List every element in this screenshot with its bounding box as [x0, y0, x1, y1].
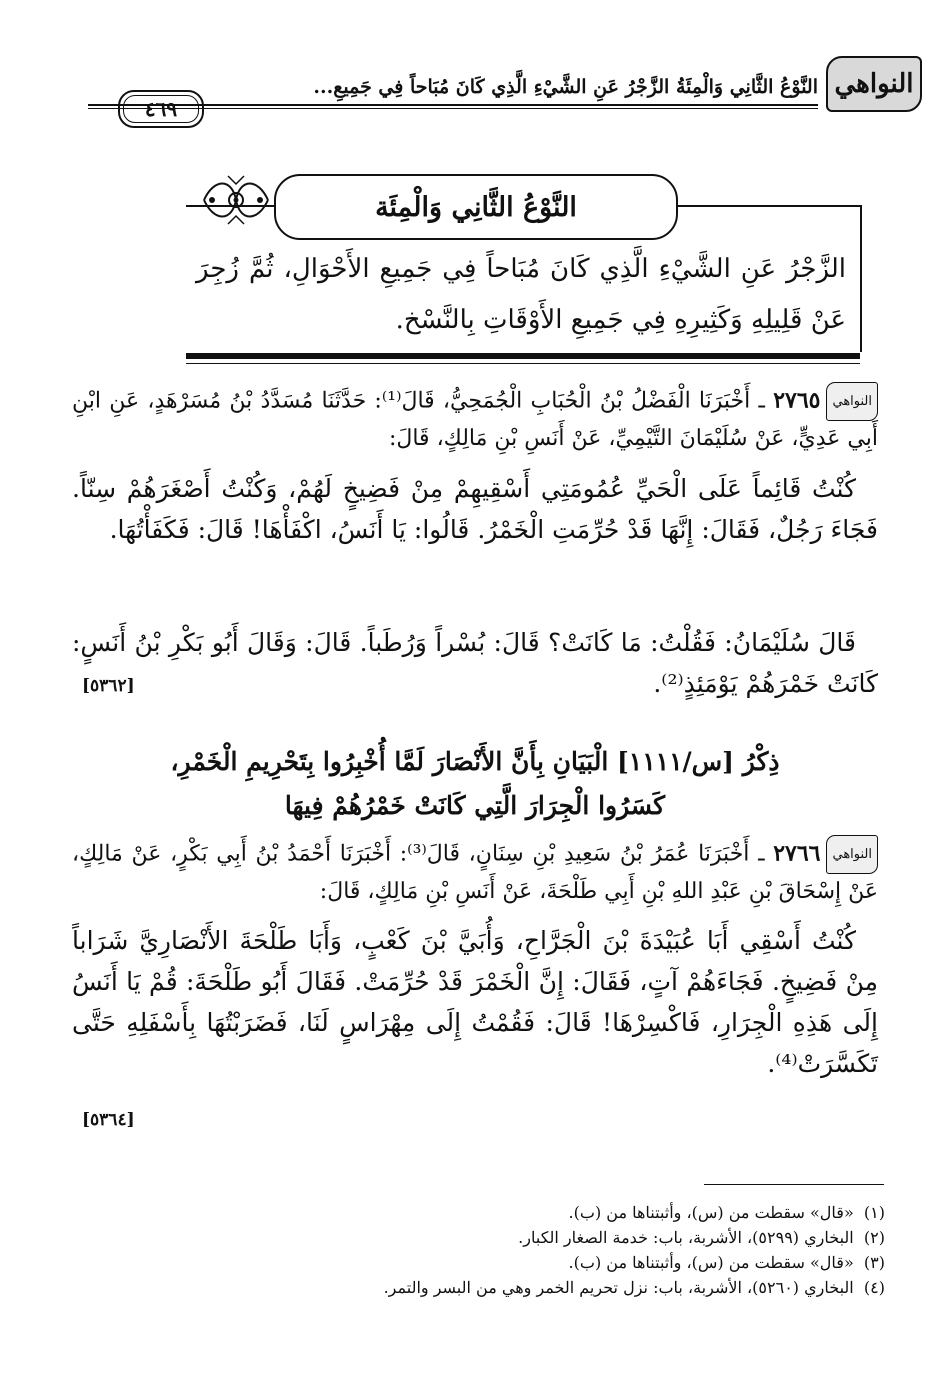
- hadith-isnad: [72, 835, 878, 909]
- footnote-text: «قال» سقطت من (س)، وأثبتناها من (ب).: [568, 1203, 854, 1222]
- ornament-icon: [198, 170, 274, 230]
- hadith-matn: كُنْتُ قَائِماً عَلَى الْحَيِّ عُمُومَتِي أَسْقِيهِمْ مِنْ فَضِيخٍ لَهُمْ، وَكُنْتُ أَصْغَرَهُمْ سِنّاً. فَجَاءَ رَجُلٌ، فَقَالَ: إِنَّهَا قَدْ حُرِّمَتِ الْخَمْرُ. قَالُوا: يَا أَنَسُ، اكْفَأْهَا! قَالَ: فَكَفَأْتُهَا.: [72, 474, 878, 544]
- footnote-number: (٣): [863, 1253, 885, 1272]
- footnote-text: «قال» سقطت من (س)، وأثبتناها من (ب).: [568, 1253, 854, 1272]
- footnote-number: (١): [863, 1203, 885, 1222]
- chapter-tab: [826, 56, 922, 112]
- hadith-badge: النواهي: [826, 382, 878, 421]
- footnote: [85, 1225, 885, 1250]
- footnote: [85, 1200, 885, 1225]
- section-rule: [186, 353, 860, 359]
- chapter-heading-line2: كَسَرُوا الْجِرَارَ الَّتِي كَانَتْ خَمْرُهُمْ فِيهَا: [284, 791, 666, 820]
- hadith-badge: النواهي: [826, 835, 878, 874]
- hadith-number: ٢٧٦٥: [773, 387, 821, 414]
- running-header: [88, 52, 914, 122]
- header-rule-thin: [88, 108, 818, 109]
- section-title-box: [274, 174, 678, 240]
- section-title: النَّوْعُ الثَّانِي وَالْمِئَة: [375, 191, 577, 223]
- footnote-text: البخاري (٥٢٩٩)، الأشربة، باب: خدمة الصغار الكبار.: [518, 1228, 854, 1247]
- chapter-heading-line1: ذِكْرُ [س/١١١١] الْبَيَانِ بِأَنَّ الأَنْصَارَ لَمَّا أُخْبِرُوا بِتَحْرِيمِ الْخَمْرِ،: [170, 747, 780, 776]
- footnote-text: البخاري (٥٢٦٠)، الأشربة، باب: نزل تحريم الخمر وهي من البسر والتمر.: [383, 1278, 854, 1297]
- footnote-rule: [704, 1184, 884, 1185]
- section-rule-thin: [186, 363, 860, 364]
- hadith-isnad: [72, 382, 878, 456]
- section-description: الزَّجْرُ عَنِ الشَّيْءِ الَّذِي كَانَ مُبَاحاً فِي جَمِيعِ الأَحْوَالِ، ثُمَّ زُجِرَ عَنْ قَلِيلِهِ وَكَثِيرِهِ فِي جَمِيعِ الأَوْقَاتِ بِالنَّسْخ.: [196, 254, 846, 335]
- hadith-matn: كُنْتُ أَسْقِي أَبَا عُبَيْدَةَ بْنَ الْجَرَّاحِ، وَأُبَيَّ بْنَ كَعْبٍ، وَأَبَا طَلْحَةَ الأَنْصَارِيَّ شَرَاباً مِنْ فَضِيخٍ. فَجَاءَهُمْ آتٍ، فَقَالَ: إِنَّ الْخَمْرَ قَدْ حُرِّمَتْ. فَقَالَ أَبُو طَلْحَةَ: قُمْ يَا أَنَسُ إِلَى هَذِهِ الْجِرَارِ، فَاكْسِرْهَا! قَالَ: فَقُمْتُ إِلَى مِهْرَاسٍ لَنَا، فَضَرَبْتُهَا بِأَسْفَلِهِ حَتَّى تَكَسَّرَتْ⁽⁴⁾.: [72, 926, 878, 1078]
- hadith-isnad-text: ـ أَخْبَرَنَا عُمَرُ بْنُ سَعِيدِ بْنِ سِنَانٍ، قَالَ⁽³⁾: أَخْبَرَنَا أَحْمَدُ بْنُ أَبِي بَكْرٍ، عَنْ مَالِكٍ، عَنْ إِسْحَاقَ بْنِ عَبْدِ اللهِ بْنِ أَبِي طَلْحَةَ، عَنْ أَنَسِ بْنِ مَالِكٍ، قَالَ:: [72, 841, 878, 904]
- chapter-tab-label: النواهي: [834, 69, 914, 99]
- page-number: ٤٦٩: [144, 97, 178, 121]
- chapter-heading: [90, 740, 860, 828]
- footnote-number: (٢): [863, 1228, 885, 1247]
- footnote-number: (٤): [863, 1278, 885, 1297]
- hadith-reference: [٥٣٦٤]: [82, 1110, 135, 1130]
- hadith-number: ٢٧٦٦: [773, 840, 821, 867]
- footnote: [85, 1250, 885, 1275]
- hadith-reference: [٥٣٦٢]: [82, 676, 135, 696]
- page-number-frame: [118, 90, 204, 128]
- header-title: النَّوْعُ الثَّانِي وَالْمِئَةُ الزَّجْرُ عَنِ الشَّيْءِ الَّذِي كَانَ مُبَاحاً فِي جَمِيعِ...: [313, 76, 818, 98]
- footnotes: [85, 1200, 885, 1300]
- header-rule: [88, 104, 818, 106]
- hadith-matn-continued: قَالَ سُلَيْمَانُ: فَقُلْتُ: مَا كَانَتْ؟ قَالَ: بُسْراً وَرُطَباً. قَالَ: وَقَالَ أَبُو بَكْرِ بْنُ أَنَسٍ: كَانَتْ خَمْرَهُمْ يَوْمَئِذٍ⁽²⁾.: [72, 628, 878, 698]
- footnote: [85, 1275, 885, 1300]
- hadith-isnad-text: ـ أَخْبَرَنَا الْفَضْلُ بْنُ الْحُبَابِ الْجُمَحِيُّ، قَالَ⁽¹⁾: حَدَّثَنَا مُسَدَّدُ بْنُ مُسَرْهَدٍ، عَنِ ابْنِ أَبِي عَدِيٍّ، عَنْ سُلَيْمَانَ التَّيْمِيِّ، عَنْ أَنَسِ بْنِ مَالِكٍ، قَالَ:: [72, 388, 878, 451]
